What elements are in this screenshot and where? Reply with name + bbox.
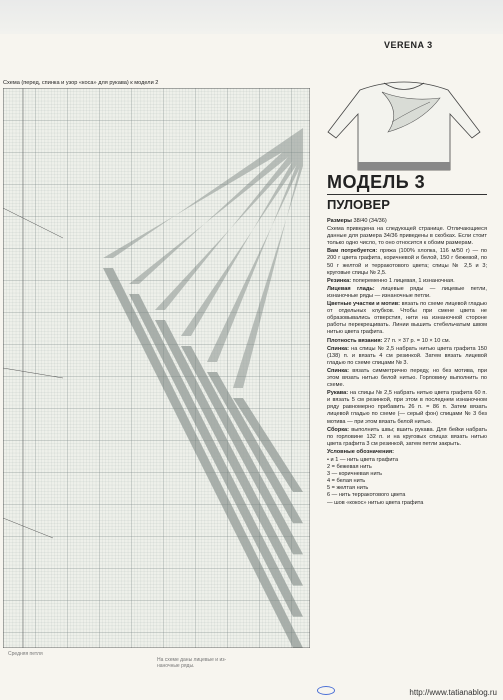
paragraph-text: на спицы № 2,5 набрать нитью цвета графита 60 п. и вязать 5 см резинкой, при этом в последнем изнаночном ряду равномерно прибавить 26 п. = 86 п. Затем вязать лицевой гладью по схеме (— серый фон) спицами № 3 без мотива — при этом вязать белой нитью. [327,390,487,425]
paragraph-lead: Лицевая гладь: [327,285,375,292]
pattern-article [327,172,487,507]
paragraph-lead: Сборка: [327,426,350,433]
instruction-paragraph [327,338,487,345]
legend-oval-symbol [317,686,335,695]
instruction-paragraph [327,346,487,367]
paragraph-lead: Резинка: [327,277,352,284]
legend-item: 5 = желтая нить [327,485,369,492]
instruction-paragraph [327,368,487,389]
paragraph-text: пряжа (100% хлопка, 116 м/50 г) — по 200 г цвета графита, коричневой и белой, 150 г бежевой, по 50 г желтой и терракотового цвета; спицы № 2,5 и 3; круговые спицы № 2,5. [327,248,487,276]
instruction-paragraph [327,427,487,448]
legend-item: 4 = белая нить [327,478,366,485]
paragraph-lead: Спинка: [327,367,350,374]
running-head: VERENA 3 [384,40,433,50]
instruction-paragraph [327,449,487,456]
legend-item: 6 — нить терракотового цвета [327,492,406,499]
instruction-paragraph [327,301,487,336]
paragraph-lead: Условные обозначения: [327,448,395,455]
paragraph-text: выполнить швы; вшить рукава. Для бейки набрать по горловине 132 п. и на круговых спицах вязать нитью цвета графита 3 см резинкой, затем петли закрыть. [327,426,487,447]
top-band [0,0,503,34]
instruction-paragraph [327,286,487,300]
legend-item: 3 — коричневая нить [327,471,383,478]
paragraph-text: 38/40 (34/36) [351,218,387,224]
paragraph-text: вязать симметрично переду, но без мотива, при этом вязать нитью белой нитью. Горловину выполнить по схеме. [327,367,487,389]
footer-url: http://www.tatianablog.ru [409,688,497,697]
sweater-sketch [322,62,487,180]
instruction-paragraph [327,226,487,247]
chart-caption: Схема (перед, спинка и узор «коса» для рукава) к модели 2 [3,80,159,86]
paragraph-text: на спицы № 2,5 набрать нитью цвета графита 150 (138) п. и вязать 4 см резинкой. Затем вязать лицевой гладью по схеме спицами № 3. [327,345,487,366]
paragraph-lead: Цветные участки и мотив: [327,301,401,308]
instruction-paragraph [327,390,487,425]
paragraph-text: вязать по схеме лицевой гладью от отдельных клубков. Чтобы при смене цвета не образовывались отверстия, нити на изнаночной стороне работы перекрещивать. Линии вышить стебельчатым швом нитью цвета графита. [327,301,487,336]
chart-note-bottom-2: наночные ряды. [157,663,195,669]
legend-item: 2 = бежевая нить [327,464,372,471]
garment-title: ПУЛОВЕР [327,197,390,212]
model-title: МОДЕЛЬ 3 [327,172,426,192]
paragraph-lead: Рукава: [327,390,349,397]
instruction-paragraph [327,278,487,285]
title-divider [327,194,487,195]
instructions [327,218,487,456]
paragraph-lead: Спинка: [327,345,350,352]
knitting-chart [3,88,310,648]
chart-note-bottom-1: На схеме даны лицевые и из- [157,657,227,663]
legend-item: — шов «кокос» нитью цвета графита [327,499,424,506]
paragraph-lead: Плотность вязания: [327,337,383,344]
legend [327,457,487,507]
legend-item: • и 1 — нить цвета графита [327,457,399,463]
paragraph-text: лицевые ряды — лицевые петли, изнаночные ряды — изнаночные петли. [327,285,487,299]
paragraph-lead: Вам потребуется: [327,248,378,255]
paragraph-text: попеременно 1 лицевая, 1 изнаночная. [351,277,455,284]
chart-note-center: Средняя петля [8,651,43,657]
paragraph-lead: Размеры [327,218,352,224]
paragraph-text: Схема приведена на следующей странице. Отличающиеся данные для размера 34/36 приведены в скобках. Если стоит только одно число, то оно относится к обоим размерам. [327,226,487,247]
instruction-paragraph [327,218,487,225]
paragraph-text: 27 п. × 37 р. = 10 × 10 см. [382,337,451,344]
instruction-paragraph [327,248,487,276]
